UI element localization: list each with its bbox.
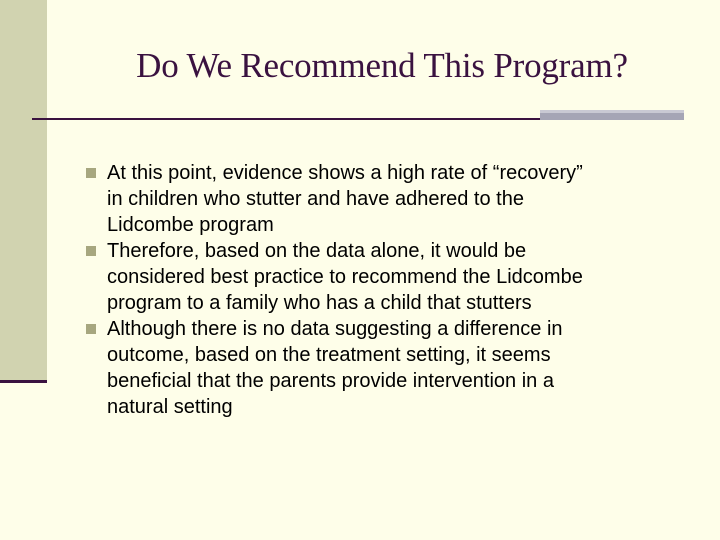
bullet-3-line-4: natural setting [107,396,233,418]
bullet-1-line-1: At this point, evidence shows a high rate of “recovery” [107,162,583,184]
bullet-item-2 [86,238,686,316]
bullet-3-line-3: beneficial that the parents provide intervention in a [107,370,554,392]
bullet-1-line-3: Lidcombe program [107,214,274,236]
bullet-3-line-2: outcome, based on the treatment setting, it seems [107,344,551,366]
bullet-list [86,160,686,420]
slide-title: Do We Recommend This Program? [136,46,628,85]
bullet-1-line-2: in children who stutter and have adhered to the [107,188,524,210]
square-bullet-icon [86,324,96,334]
left-decorative-band [0,0,47,382]
square-bullet-icon [86,246,96,256]
bullet-item-1 [86,160,686,238]
bullet-2-line-3: program to a family who has a child that stutters [107,292,532,314]
title-divider-line [32,118,540,120]
bullet-2-line-1: Therefore, based on the data alone, it would be [107,240,527,262]
square-bullet-icon [86,168,96,178]
bullet-3-line-1: Although there is no data suggesting a difference in [107,318,563,340]
title-divider-block [540,113,684,120]
bullet-item-3 [86,316,686,420]
bullet-2-line-2: considered best practice to recommend the Lidcombe [107,266,583,288]
left-band-base-line [0,380,47,383]
